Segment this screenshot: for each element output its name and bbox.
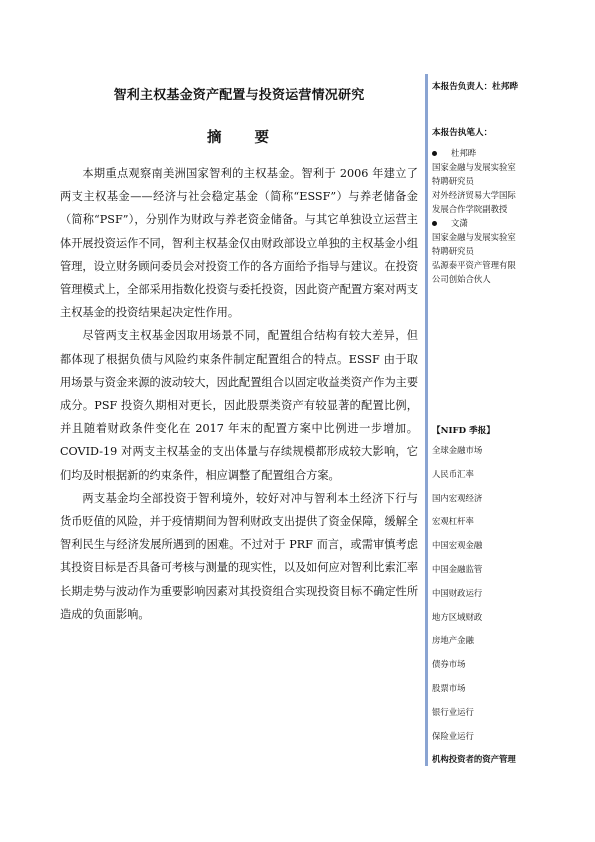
author-name: 杜邦晔 (451, 148, 477, 158)
nifd-item[interactable]: 债券市场 (432, 659, 466, 670)
author-affiliation: 特聘研究员 (432, 176, 474, 186)
author-affiliation: 特聘研究员 (432, 246, 474, 256)
nifd-item[interactable]: 国内宏观经济 (432, 492, 483, 503)
bullet-icon (432, 221, 437, 226)
nifd-item[interactable]: 地方区域财政 (432, 611, 483, 622)
author-affiliation: 弘源泰平资产管理有限 (432, 260, 516, 270)
nifd-item[interactable]: 中国宏观金融 (432, 540, 483, 551)
author-name: 文潇 (451, 218, 468, 228)
nifd-item[interactable]: 中国财政运行 (432, 587, 483, 598)
author-1 (432, 146, 552, 216)
nifd-item[interactable]: 银行业运行 (432, 706, 474, 717)
nifd-item[interactable]: 宏观杠杆率 (432, 516, 474, 527)
nifd-series-list (432, 424, 552, 776)
author-affiliation: 国家金融与发展实验室 (432, 232, 516, 242)
author-affiliation: 国家金融与发展实验室 (432, 162, 516, 172)
nifd-item[interactable]: 房地产金融 (432, 635, 474, 646)
nifd-item[interactable]: 全球金融市场 (432, 445, 483, 455)
nifd-heading: 【NIFD 季报】 (432, 426, 495, 436)
sidebar-divider (425, 74, 428, 766)
nifd-item[interactable]: 股票市场 (432, 682, 466, 693)
report-title: 智利主权基金资产配置与投资运营情况研究 (113, 88, 365, 103)
author-2 (432, 216, 552, 286)
main-content (60, 84, 418, 626)
abstract-paragraph-3: 两支基金均全部投资于智利境外，较好对冲与智利本土经济下行与货币贬值的风险，并于疫情期间为智利财政支出提供了资金保障，缓解全智利民生与经济发展所遇到的困难。不过对于 PRF 而言，或需审慎考虑其投资目标是否具备可考核与测量的现实性，以及如何应对智利比索汇率长期走势与波动作为重要影响因素对其投资组合实现投资目标不确定性所造成的负面影响。 (60, 491, 419, 621)
authors-label: 本报告执笔人： (432, 128, 493, 138)
nifd-item[interactable]: 中国金融监管 (432, 563, 483, 574)
nifd-item[interactable]: 保险业运行 (432, 730, 474, 741)
author-affiliation: 对外经济贸易大学国际 (432, 190, 516, 200)
lead-author-label: 本报告负责人：杜邦晔 (432, 82, 518, 92)
abstract-heading: 摘 要 (206, 129, 284, 146)
sidebar (432, 80, 552, 286)
nifd-item[interactable]: 人民币汇率 (432, 468, 474, 479)
nifd-item-current[interactable]: 机构投资者的资产管理 (432, 754, 516, 765)
abstract-paragraph-2: 尽管两支主权基金因取用场景不同，配置组合结构有较大差异，但都体现了根据负债与风险约束条件制定配置组合的特点。ESSF 由于取用场景与资金来源的波动较大，因此配置组合以固定收益类资产作为主要成分。PSF 投资久期相对更长，因此股票类资产有较显著的配置比例，并且随着财政条件变化在 2017 年末的配置方案中比例进一步增加。COVID-19 对两支主权基金的支出体量与存续规模都形成较大影响，它们均及时根据新的约束条件，相应调整了配置组合方案。 (60, 329, 419, 482)
author-affiliation: 公司创始合伙人 (432, 274, 491, 284)
author-affiliation: 发展合作学院副教授 (432, 204, 508, 214)
bullet-icon (432, 151, 437, 156)
abstract-paragraph-1: 本期重点观察南美洲国家智利的主权基金。智利于 2006 年建立了两支主权基金——经济与社会稳定基金（简称“ESSF”）与养老储备金（简称“PSF”），分别作为财政与养老资金储备。与其它单独设立运营主体开展投资运作不同，智利主权基金仅由财政部设立单独的主权基金小组管理，设立财务顾问委员会对投资工作的各方面给予指导与建议。在投资管理模式上，全部采用指数化投资与委托投资，因此资产配置方案对两支主权基金的投资结果起决定性作用。 (60, 167, 419, 320)
